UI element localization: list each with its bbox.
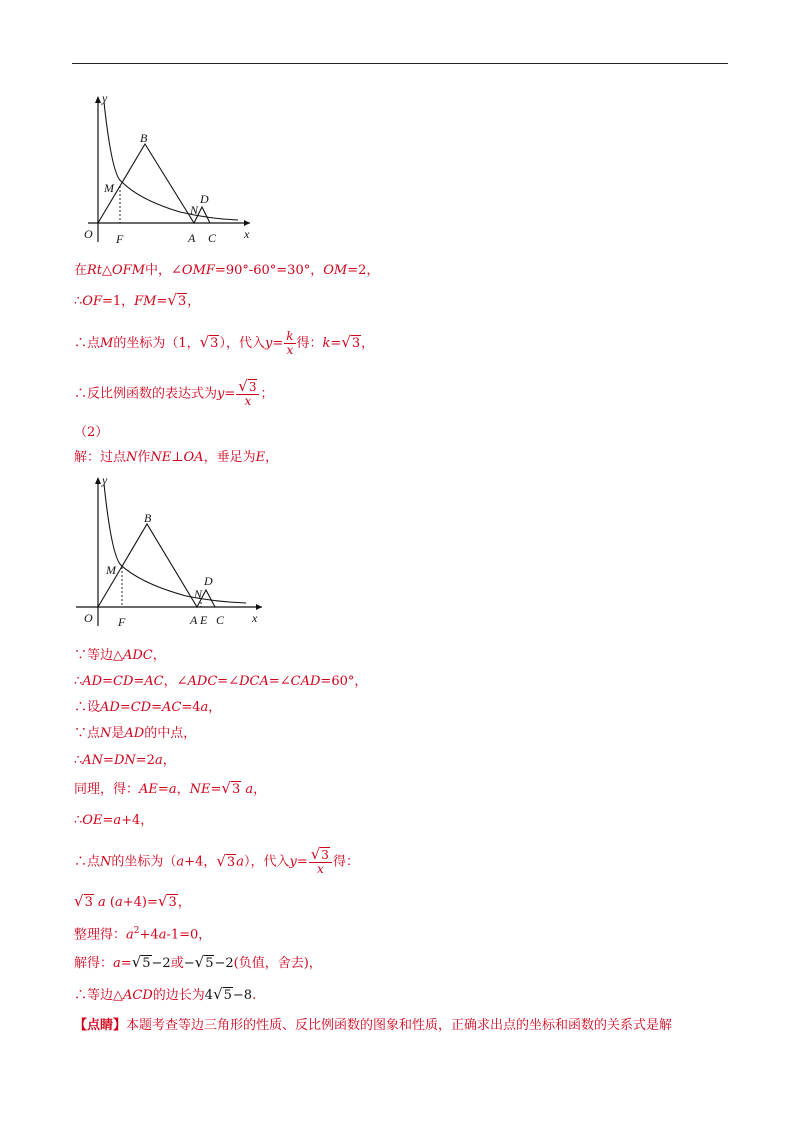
t: a [114, 895, 123, 910]
y-axis-arrow [95, 477, 101, 484]
x-axis-arrow [256, 604, 262, 610]
fraction [236, 377, 259, 408]
t: 2 [133, 926, 140, 936]
p2-line-9 [74, 892, 191, 912]
t: N [100, 726, 112, 741]
sqrt: √3 [157, 892, 177, 910]
t: 的坐标为（ [111, 854, 177, 870]
t: 得： [296, 336, 323, 351]
t: =2 [135, 753, 155, 768]
header-rule [72, 63, 728, 64]
label-x: x [252, 611, 258, 625]
t: ( [109, 895, 115, 910]
t: =∠ [268, 674, 291, 689]
sqrt: √5 [213, 985, 232, 1003]
p2-line-5 [74, 752, 176, 770]
label-y: y [102, 473, 108, 487]
t: ， [162, 753, 176, 768]
t: a [154, 753, 163, 768]
sqrt: √3 [216, 851, 236, 870]
t: = [133, 674, 145, 689]
t: y [289, 854, 297, 870]
t: 4 [204, 988, 214, 1003]
t: =90°-60°=30°， [214, 263, 324, 278]
t: CD [130, 700, 152, 715]
hyperbola-curve [104, 102, 238, 220]
t: a [168, 782, 177, 797]
t: = [102, 813, 114, 828]
t: =∠ [217, 674, 240, 689]
fraction [309, 845, 332, 876]
p2-line-7 [74, 812, 153, 830]
t: 的中点， [144, 726, 197, 741]
p1-line-1 [74, 262, 379, 280]
t: ACD [123, 988, 153, 1003]
p2-line-12 [74, 985, 256, 1005]
t: = [103, 753, 114, 768]
t: NE [150, 450, 172, 465]
p1-line-3 [74, 330, 374, 357]
t: = [272, 336, 284, 351]
t: NE [189, 782, 211, 797]
t: ADC [123, 648, 153, 663]
t: x [286, 343, 294, 357]
t: 同理，得： [74, 782, 140, 797]
sqrt: √3 [341, 333, 361, 351]
t: ； [260, 386, 274, 402]
t: ），代入 [219, 336, 265, 351]
t: =60°， [320, 674, 368, 689]
t: OF [82, 294, 102, 309]
t: ，垂足为 [203, 450, 256, 465]
t: 作 [137, 450, 151, 465]
t: N [126, 450, 138, 465]
figure-1-svg [80, 92, 260, 252]
p2-line-2 [74, 673, 367, 691]
p2-line-1 [74, 647, 166, 665]
t: = [151, 700, 163, 715]
t: 5 [223, 988, 232, 1003]
p2-line-6 [74, 779, 266, 799]
t: −2 [214, 956, 234, 971]
p2-solution [74, 449, 278, 467]
t: . [252, 988, 257, 1003]
t: 在 [74, 263, 88, 278]
t: ∵点 [74, 726, 101, 741]
sqrt: √3 [238, 377, 257, 395]
t: a [97, 895, 106, 910]
t: 3 [321, 848, 329, 862]
t: = [157, 782, 169, 797]
t: = [102, 674, 113, 689]
t: ， [176, 782, 190, 797]
p2-line-10 [74, 922, 211, 944]
t: a [113, 813, 122, 828]
p2-line-3 [74, 699, 221, 717]
t: y [217, 386, 225, 402]
label-b: B [144, 511, 152, 525]
label-n: N [190, 203, 199, 217]
t: = [210, 782, 222, 797]
label-d: D [204, 574, 213, 588]
t: ∴ [74, 753, 83, 768]
label-o: O [84, 227, 93, 241]
t: = [156, 294, 168, 309]
t: a [113, 956, 121, 971]
t: AC [144, 674, 164, 689]
sqrt: √5 [131, 953, 151, 971]
label-b: B [140, 131, 148, 145]
p1-line-2 [74, 291, 200, 311]
t: a [126, 927, 134, 943]
t: E [255, 450, 266, 465]
t: 3 [84, 895, 93, 910]
t: ， [253, 782, 267, 797]
t: AD [124, 726, 145, 741]
sqrt: √3 [221, 779, 241, 797]
t: 5 [142, 956, 151, 971]
t: M [100, 336, 114, 351]
t: 中，∠ [145, 263, 182, 278]
t: ， [152, 648, 166, 663]
t: 3 [231, 782, 241, 797]
t: （2） [74, 425, 109, 440]
t: OA [183, 450, 204, 465]
t: DN [113, 753, 136, 768]
t: OMF [181, 263, 215, 278]
t: ∴点 [74, 336, 101, 351]
t: a [236, 854, 244, 870]
label-m: M [106, 563, 116, 577]
t: OE [82, 813, 103, 828]
p2-line-8 [74, 845, 359, 876]
sqrt: √3 [310, 845, 329, 863]
figure-1 [80, 92, 260, 256]
t: 得： [332, 854, 359, 870]
t: CAD [290, 674, 321, 689]
t: 3 [351, 336, 361, 351]
label-e: E [200, 613, 208, 627]
t: − [183, 956, 195, 971]
t: a [200, 700, 209, 715]
note-line [74, 1014, 672, 1033]
t: OM [323, 263, 348, 278]
label-f: F [116, 232, 124, 246]
t: 3 [168, 895, 177, 910]
t: =2， [347, 263, 380, 278]
t: +4， [184, 854, 217, 870]
sqrt: √5 [194, 953, 214, 971]
t: y [264, 336, 273, 351]
note-text: 本题考查等边三角形的性质、反比例函数的图象和性质，正确求出点的坐标和函数的关系式是解 [126, 1018, 673, 1033]
t: 3 [210, 336, 219, 351]
t: ∴反比例函数的表达式为 [74, 386, 218, 402]
t: ⊥ [171, 450, 184, 465]
t: AC [162, 700, 182, 715]
p2-line-11 [74, 953, 322, 973]
t: ， [208, 700, 222, 715]
t: k [286, 329, 294, 343]
t: −2 [151, 956, 171, 971]
t: = [296, 854, 308, 870]
t: 3 [177, 294, 187, 309]
t: = [119, 700, 131, 715]
label-m: M [104, 181, 114, 195]
t: ， [361, 336, 375, 351]
t: a [245, 782, 254, 797]
t: +4)= [122, 895, 158, 910]
fraction [284, 330, 295, 357]
t: ， [177, 895, 191, 910]
t: ∴ [74, 674, 83, 689]
label-y: y [102, 92, 108, 105]
label-a: A [188, 231, 196, 245]
t: ∴ [74, 813, 83, 828]
t: DCA [239, 674, 269, 689]
note-tag: 【点睛】 [74, 1018, 127, 1033]
t: ），代入 [243, 854, 290, 870]
t: 的边长为 [152, 988, 205, 1003]
t: AN [82, 753, 104, 768]
t: FM [134, 294, 157, 309]
hyperbola-curve [104, 484, 246, 603]
t: Rt△OFM [87, 263, 146, 278]
t: -1=0， [166, 927, 212, 943]
t: 3 [248, 380, 257, 394]
figure-2 [76, 472, 268, 636]
t: x [244, 394, 252, 408]
t: AD [100, 700, 120, 715]
p2-number [74, 424, 108, 442]
t: 整理得： [74, 927, 127, 943]
t: 的坐标为（1， [113, 336, 200, 351]
t: = [224, 386, 236, 402]
t: a [158, 927, 167, 943]
t: ，∠ [163, 674, 188, 689]
sqrt: √3 [74, 892, 93, 910]
t: +4， [121, 813, 154, 828]
t: ∴设 [74, 700, 101, 715]
label-c: C [216, 613, 225, 627]
t: 是 [111, 726, 125, 741]
t: ， [187, 294, 201, 309]
label-d: D [200, 192, 209, 206]
t: = [120, 956, 132, 971]
t: a [176, 854, 185, 870]
label-o: O [84, 611, 93, 625]
label-a: A [190, 613, 198, 627]
t: 解得： [74, 956, 114, 971]
t: =4 [181, 700, 201, 715]
t: ， [265, 450, 279, 465]
t: ∴ [74, 294, 83, 309]
t: AE [139, 782, 158, 797]
t: −8 [232, 988, 253, 1003]
y-axis-arrow [95, 96, 101, 103]
label-f: F [118, 615, 126, 629]
t: ∴等边△ [74, 988, 123, 1003]
t: +4 [139, 927, 159, 943]
x-axis-arrow [244, 220, 250, 226]
t: 解：过点 [74, 450, 127, 465]
figure-2-svg [76, 472, 268, 632]
t: = [330, 336, 342, 351]
t: =1， [101, 294, 135, 309]
t: AD [82, 674, 103, 689]
label-x: x [244, 227, 250, 241]
t: CD [113, 674, 134, 689]
t: k [322, 336, 331, 351]
p2-line-4 [74, 725, 196, 743]
t: 5 [205, 956, 214, 971]
sqrt: √3 [167, 291, 187, 309]
label-c: C [208, 231, 217, 245]
t: (负值，舍去)， [233, 956, 322, 971]
label-n: N [194, 587, 203, 601]
t: 3 [226, 854, 236, 870]
t: x [316, 862, 324, 876]
t: ADC [187, 674, 218, 689]
t: 或 [170, 956, 184, 971]
t: ∵等边△ [74, 648, 123, 663]
t: ∴点 [74, 854, 101, 870]
p1-line-4 [74, 377, 274, 408]
t: N [100, 854, 112, 870]
sqrt: √3 [199, 333, 219, 351]
